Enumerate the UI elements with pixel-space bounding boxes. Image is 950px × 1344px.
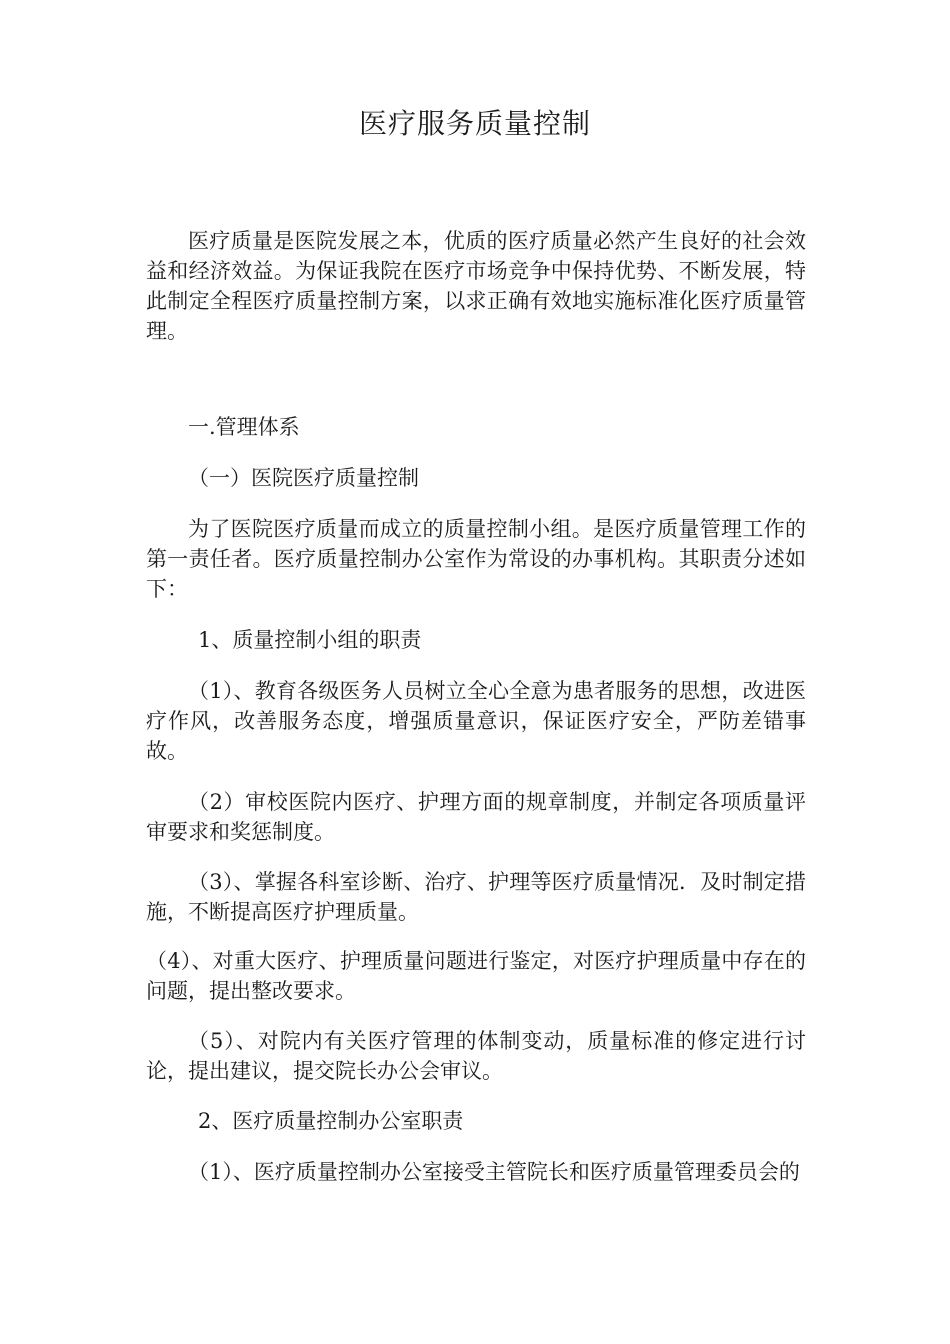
list-item: （4）、对重大医疗、护理质量问题进行鉴定，对医疗护理质量中存在的问题，提出整改要求。 <box>146 949 806 1003</box>
intro-paragraph: 医疗质量是医院发展之本，优质的医疗质量必然产生良好的社会效益和经济效益。为保证我院在医疗市场竞争中保持优势、不断发展，特此制定全程医疗质量控制方案，以求正确有效地实施标准化医疗质量管理。 <box>146 229 806 343</box>
section-heading-management-system: 一.管理体系 <box>188 415 300 439</box>
item-heading-team-duties: 1、质量控制小组的职责 <box>198 628 422 652</box>
list-item: （3）、掌握各科室诊断、治疗、护理等医疗质量情况．及时制定措施，不断提高医疗护理质量。 <box>146 870 806 924</box>
list-item: （2）审校医院内医疗、护理方面的规章制度，并制定各项质量评审要求和奖惩制度。 <box>146 790 806 844</box>
list-item: （1）、医疗质量控制办公室接受主管院长和医疗质量管理委员会的 <box>188 1160 800 1184</box>
item-heading-office-duties: 2、医疗质量控制办公室职责 <box>198 1109 464 1133</box>
subsection-body: 为了医院医疗质量而成立的质量控制小组。是医疗质量管理工作的第一责任者。医疗质量控制办公室作为常设的办事机构。其职责分述如下： <box>146 517 806 601</box>
list-item: （1）、教育各级医务人员树立全心全意为患者服务的思想，改进医疗作风，改善服务态度，增强质量意识，保证医疗安全，严防差错事故。 <box>146 679 806 763</box>
document-title: 医疗服务质量控制 <box>358 107 591 140</box>
list-item: （5）、对院内有关医疗管理的体制变动，质量标准的修定进行讨论，提出建议，提交院长办公会审议。 <box>146 1029 806 1083</box>
subsection-heading-quality-control: （一）医院医疗质量控制 <box>188 466 419 490</box>
